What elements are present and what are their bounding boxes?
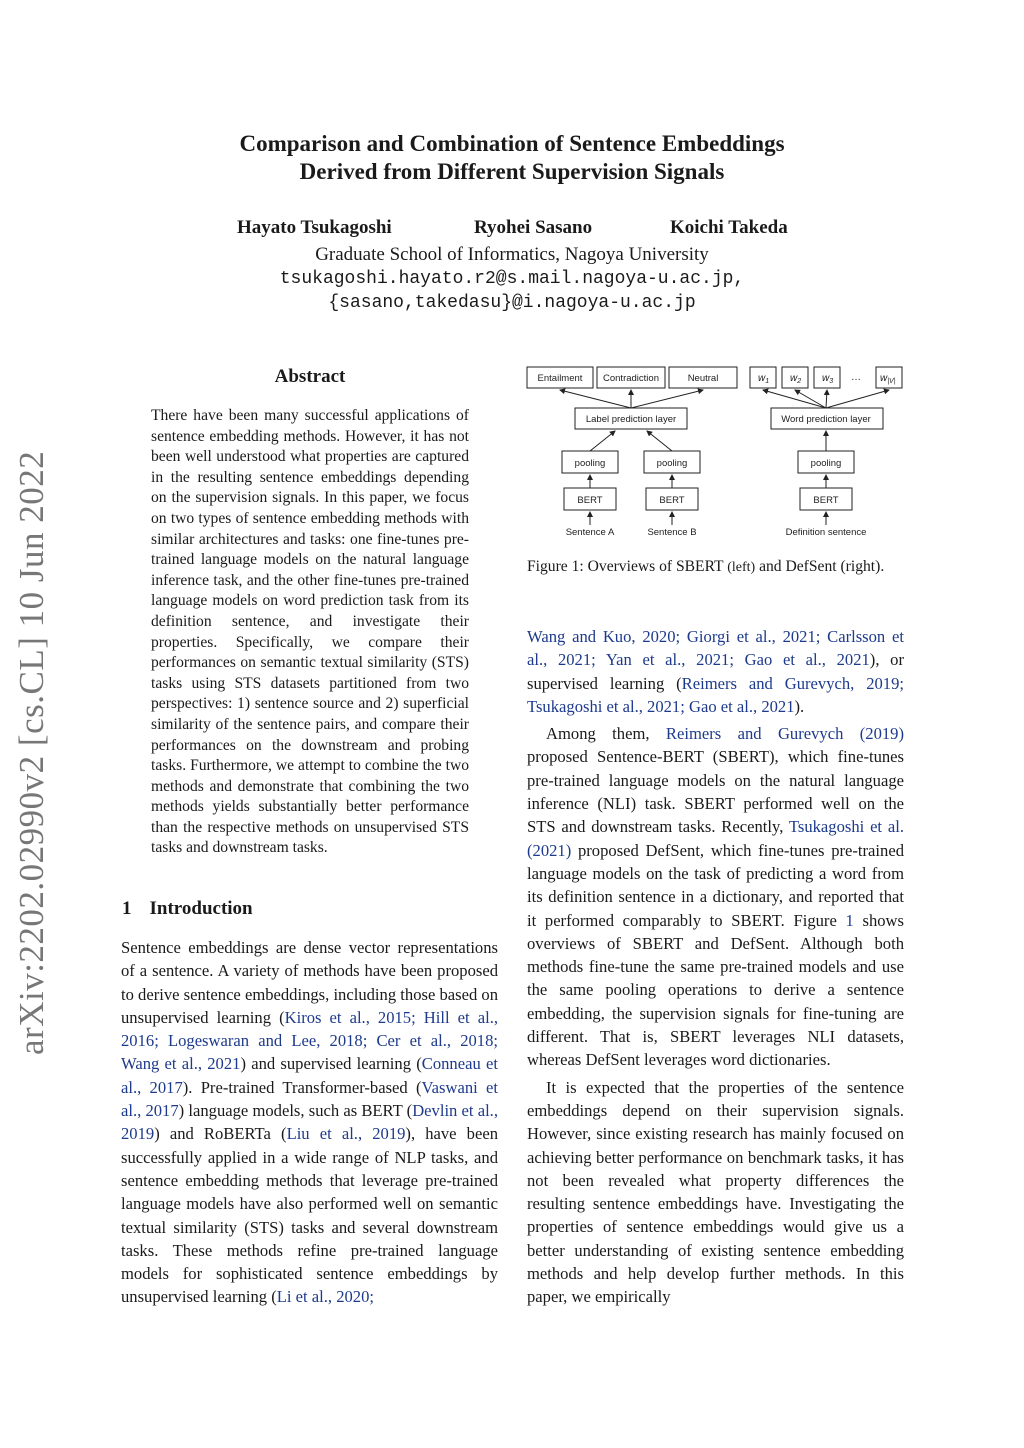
citation-link[interactable]: Li et al., 2020; (276, 1287, 375, 1307)
bert-b-text: BERT (659, 495, 685, 506)
citation-link[interactable]: Kiros et al., 2015; Hill et al., 2016; Logeswaran and Lee, 2018; Cer et al., 2018; Wang et al., 2021 (121, 1007, 498, 1074)
text-run: proposed DefSent, which fine-tunes pre-trained language models on the task of predicting a word from its definition sentence in a dictionary, and reported that it performed comparably to SBERT. Figure (527, 840, 904, 930)
text-run: ). (794, 696, 805, 716)
affiliation: Graduate School of Informatics, Nagoya University (315, 244, 709, 265)
text-run: ) language models, such as BERT ( (178, 1101, 413, 1121)
figure-1-caption (527, 556, 904, 578)
label-neutral: Neutral (687, 373, 719, 384)
intro-paragraph-1 (121, 936, 498, 1309)
citation-link[interactable]: Reimers and Gurevych (2019) (665, 724, 905, 744)
text-run: Sentence embeddings are dense vector representations of a sentence. A variety of methods have been proposed to derive sentence embeddings, including those based on unsupervised learning ( (121, 938, 498, 1027)
caption-text: and DefSent (755, 558, 841, 575)
citation-link[interactable]: Conneau et al., 2017 (121, 1054, 498, 1097)
caption-text: Figure 1: Overviews of SBERT (527, 558, 728, 575)
text-run: ) and supervised learning ( (240, 1054, 422, 1074)
author-1: Hayato Tsukagoshi (237, 217, 392, 238)
paper-title (0, 130, 1024, 186)
text-run: Among them, (546, 724, 666, 744)
label-contradiction: Contradiction (603, 373, 659, 384)
citation-link[interactable]: Liu et al., 2019 (286, 1124, 406, 1144)
email-line-2: {sasano,takedasu}@i.nagoya-u.ac.jp (328, 293, 696, 313)
sentence-b-text: Sentence B (647, 527, 697, 538)
caption-text: (left) (727, 560, 756, 575)
intro-paragraph-2 (527, 722, 904, 1071)
intro-right-column (527, 625, 904, 1309)
sentence-a-text: Sentence A (565, 527, 615, 538)
pooling-defsent-text: pooling (810, 458, 842, 469)
bert-a-text: BERT (577, 495, 603, 506)
title-line-1: Comparison and Combination of Sentence Embeddings (239, 131, 785, 156)
word-v-label: $w_{|V|}$ (880, 373, 896, 385)
citation-link[interactable]: Vaswani et al., 2017 (121, 1077, 498, 1121)
citation-link[interactable]: Tsukagoshi et al. (2021) (527, 817, 905, 860)
word-prediction-layer-text: Word prediction layer (781, 414, 871, 425)
intro-paragraph-3: It is expected that the properties of the sentence embeddings depend on their supervision signals. However, since existing research has mainly focused on achieving better performance on benchmark tasks, it has not been revealed what property differences the resulting sentence embeddings have. Investigating the properties of sentence embeddings would give us a better understanding of existing sentence embedding methods and help develop further methods. In this paper, we empirically (527, 1077, 904, 1307)
author-2: Ryohei Sasano (474, 217, 593, 238)
author-list (0, 217, 1024, 243)
word-3-label: $w_3$ (822, 373, 834, 385)
abstract-text: There have been many successful applications of sentence embedding methods. However, it has not been well understood what properties are captured in the resulting sentence embeddings depending on the supervision signals. In this paper, we focus on two types of sentence embedding methods with similar architectures and tasks: one fine-tunes pre-trained language models on the natural language inference task, and the other fine-tunes pre-trained language models on word prediction task from its definition sentence, and investigate their properties. Specifically, we compare their performances on semantic textual similarity (STS) tasks using STS datasets partitioned from two perspectives: 1) sentence source and 2) superficial similarity of the sentence pairs, and compare their performances on the downstream and probing tasks. Furthermore, we attempt to combine the two methods and demonstrate that combining the two methods yields substantially better performance than the respective methods on unsupervised STS tasks and downstream tasks. (151, 407, 469, 857)
word-ellipsis: … (851, 372, 861, 383)
label-entailment: Entailment (537, 373, 583, 384)
text-run: proposed Sentence-BERT (SBERT), which fine-tunes pre-trained language models on the natural language inference (NLI) task. SBERT performed well on the STS and downstream tasks. Recently, (527, 747, 904, 837)
intro-left-column (121, 936, 498, 1309)
word-2-label: $w_2$ (790, 373, 802, 385)
email-line-1: tsukagoshi.hayato.r2@s.mail.nagoya-u.ac.jp, (279, 269, 745, 289)
label-prediction-layer-text: Label prediction layer (585, 414, 677, 425)
title-line-2: Derived from Different Supervision Signals (299, 159, 725, 184)
figure-reference-link[interactable]: 1 (845, 910, 854, 930)
word-1-label: $w_1$ (758, 373, 770, 385)
abstract-heading: Abstract (274, 366, 346, 387)
section-title: Introduction (149, 898, 253, 919)
definition-sentence-text: Definition sentence (785, 527, 867, 538)
text-run: ) and RoBERTa ( (154, 1124, 287, 1144)
caption-text: (right). (840, 558, 885, 575)
bert-defsent-text: BERT (813, 495, 839, 506)
citation-link[interactable]: Devlin et al., 2019 (121, 1101, 498, 1144)
arxiv-identifier: arXiv:2202.02990v2 [cs.CL] 10 Jun 2022 (12, 450, 51, 1055)
intro-paragraph-1-continued (527, 625, 904, 718)
citation-link[interactable]: Wang and Kuo, 2020; Giorgi et al., 2021; Carlsson et al., 2021; Yan et al., 2021; Gao et al., 2021 (527, 627, 904, 670)
pooling-a-text: pooling (574, 458, 606, 469)
text-run: ). Pre-trained Transformer-based ( (182, 1077, 422, 1097)
pooling-b-text: pooling (656, 458, 688, 469)
text-run: ), have been successfully applied in a wide range of NLP tasks, and sentence embedding methods that leverage pre-trained language models have also performed well on semantic textual similarity (STS) tasks and several downstream tasks. These methods refine pre-trained language models for sophisticated sentence embeddings by unsupervised learning ( (121, 1124, 498, 1307)
figure-1-diagram (520, 358, 910, 543)
section-heading-introduction (122, 898, 253, 920)
author-3: Koichi Takeda (670, 217, 788, 238)
text-run: ), or supervised learning ( (527, 650, 904, 693)
citation-link[interactable]: Reimers and Gurevych, 2019; Tsukagoshi et al., 2021; Gao et al., 2021 (527, 673, 904, 716)
text-run: shows overviews of SBERT and DefSent. Although both methods fine-tune the same pre-trained models and use the same pooling operations to derive a sentence embedding, the supervision signals for fine-tuning are different. That is, SBERT leverages NLI datasets, whereas DefSent leverages word dictionaries. (527, 910, 904, 1070)
section-number: 1 (122, 898, 132, 919)
